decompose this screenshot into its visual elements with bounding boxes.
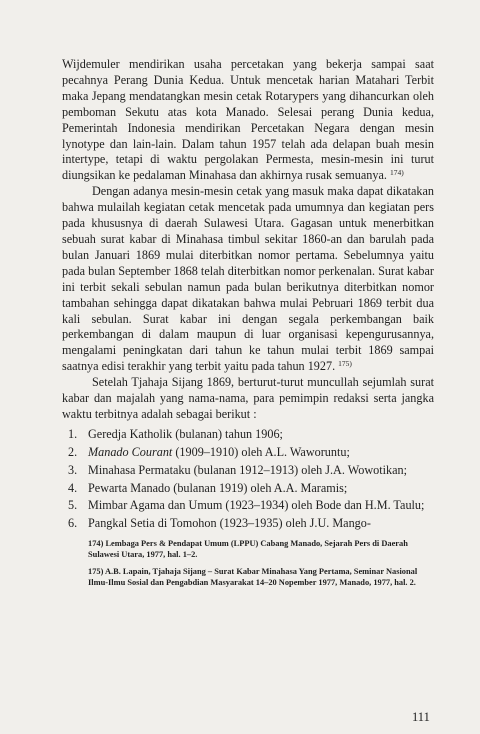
list-number: 5.: [68, 498, 78, 513]
list-text: Minahasa Permataku (bulanan 1912–1913) oleh J.A. Wowotikan;: [88, 462, 407, 477]
paragraph-printing-history: [62, 57, 434, 184]
list-number: 2.: [68, 444, 78, 459]
paragraph-newspaper-origin: [62, 184, 434, 375]
list-item: [62, 445, 434, 461]
newspaper-list: [62, 427, 434, 532]
paragraph-list-intro: [62, 375, 434, 423]
list-text: Pangkal Setia di Tomohon (1923–1935) oleh J.U. Mango-: [88, 516, 371, 531]
list-number: 4.: [68, 480, 78, 495]
paragraph-text: Wijdemuler mendirikan usaha percetakan yang bekerja sampai saat pecahnya Perang Dunia Kedua. Untuk mencetak harian Matahari Terbit maka Jepang mendatangkan mesin cetak Rotarypers yang dihancurkan oleh pemboman Sekutu atas kota Manado. Selesai perang Dunia kedua, Pemerintah Indonesia mendirikan Percetakan Negara dengan mesin lynotype dan lain-lain. Dalam tahun 1957 telah ada delapan buah mesin intertype, tetapi di waktu pergolakan Permesta, mesin-mesin ini turut diungsikan ke pedalaman Minahasa dan akhirnya rusak semuanya.: [62, 57, 434, 183]
list-item: [62, 498, 434, 514]
paragraph-text: Dengan adanya mesin-mesin cetak yang masuk maka dapat dikatakan bahwa mulailah kegiatan cetak mencetak pada umumnya dan kegiatan pers pada khususnya di daerah Sulawesi Utara. Gagasan untuk menerbitkan sebuah surat kabar di Minahasa timbul sekitar 1860-an dan barulah pada bulan Januari 1869 mulai diterbitkan nomor pertama. Sebelumnya yaitu pada bulan September 1868 telah diterbitkan nomor perkenalan. Surat kabar ini terbit sekali sebulan namun pada bulan berikutnya diterbitkan nomor tambahan sehingga dapat dikatakan bahwa mulai Pebruari 1869 terbit dua kali sebulan. Surat kabar ini dengan segala perkembangan baik perkembangan di dalam maupun di luar organisasi kepengurusannya, mengalami peningkatan dari tahun ke tahun mulai terbit 1869 sampai saatnya edisi terakhir yang terbit yaitu pada tahun 1927.: [62, 184, 434, 374]
list-text: Pewarta Manado (bulanan 1919) oleh A.A. Maramis;: [88, 480, 348, 495]
footnotes: [62, 538, 434, 588]
footnote-mark: 175): [88, 567, 104, 577]
list-text: (1909–1910) oleh A.L. Waworuntu;: [172, 444, 350, 459]
footnote-ref: 174): [389, 168, 404, 178]
footnote-mark: 174): [88, 539, 104, 549]
page-body: [62, 57, 434, 594]
list-item: [62, 427, 434, 443]
list-item: [62, 481, 434, 497]
list-text: Geredja Katholik (bulanan) tahun 1906;: [88, 426, 283, 441]
list-number: 3.: [68, 462, 78, 477]
list-number: 6.: [68, 516, 78, 531]
list-text: Mimbar Agama dan Umum (1923–1934) oleh Bode dan H.M. Taulu;: [88, 498, 425, 513]
list-title-italic: Manado Courant: [88, 444, 173, 459]
list-item: [62, 463, 434, 479]
footnote-ref: 175): [338, 359, 352, 369]
footnote-text: Lembaga Pers & Pendapat Umum (LPPU) Cabang Manado, Sejarah Pers di Daerah Sulawesi Utara, 1977, hal. 1–2.: [88, 539, 408, 560]
footnote-175: [62, 566, 434, 588]
list-number: 1.: [68, 426, 78, 441]
page-number: 111: [412, 710, 430, 724]
paragraph-text: Setelah Tjahaja Sijang 1869, berturut-turut muncullah sejumlah surat kabar dan majalah yang nama-nama, para pemimpin redaksi serta jangka waktu terbitnya adalah sebagai berikut :: [62, 375, 434, 421]
footnote-174: [62, 538, 434, 560]
list-item: [62, 516, 434, 532]
footnote-text: A.B. Lapain, Tjahaja Sijang – Surat Kabar Minahasa Yang Pertama, Seminar Nasional Ilmu-Ilmu Sosial dan Pengabdian Masyarakat 14–20 Nopember 1977, Manado, 1977, hal. 2.: [88, 567, 418, 588]
